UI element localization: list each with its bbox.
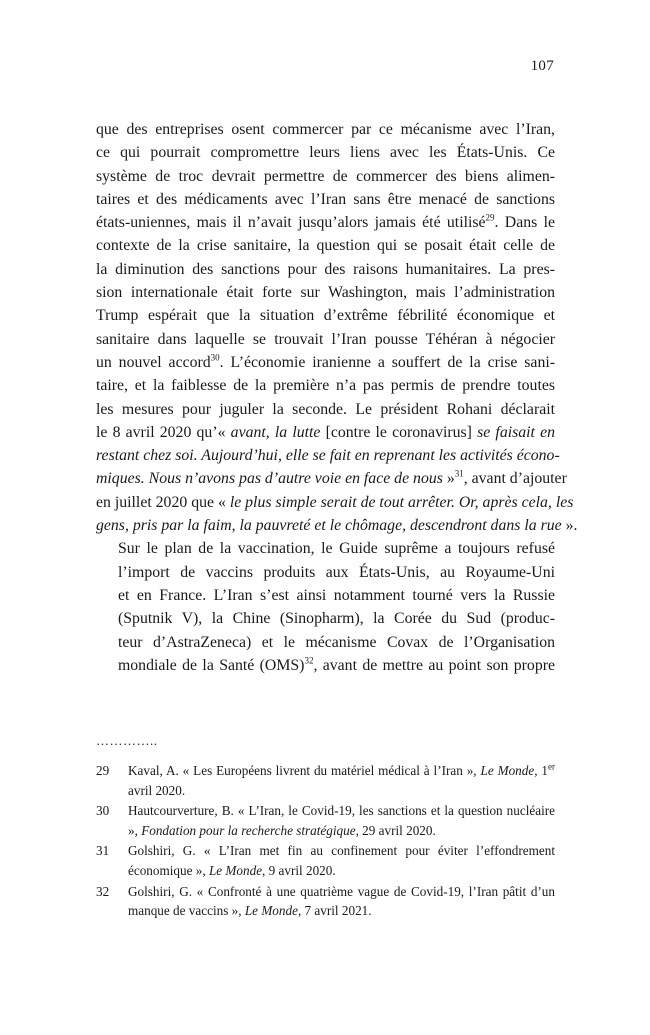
footnote-ref-31[interactable]: 31: [454, 469, 464, 480]
footnote-separator: …………..: [96, 733, 158, 748]
text-segment: Golshiri, G. « L’Iran met fin au confinement pour éviter l’effondrement économique »,: [128, 843, 555, 878]
text-segment: Golshiri, G. « Confronté à une quatrième vague de Covid-19, l’Iran pâtit d’un manque de vaccins »,: [128, 883, 555, 919]
text-segment: avril 2020.: [128, 782, 186, 798]
text-line: [96, 491, 574, 514]
text-line: [96, 211, 555, 234]
footnote-ref-32[interactable]: 32: [304, 655, 314, 666]
footnote-number: 29: [96, 763, 110, 778]
text-line: l’import de vaccins produits aux États-Unis, au Royaume-Uni: [118, 563, 555, 581]
quote-segment: se faisait en: [477, 423, 556, 441]
source-title: Fondation pour la recherche stratégique: [141, 822, 356, 838]
footnote-32: [96, 882, 555, 921]
text-segment: , 7 avril 2021.: [297, 903, 372, 919]
ordinal-suffix: er: [548, 761, 555, 772]
text-line: [96, 514, 578, 537]
footnote-number: 30: [96, 803, 110, 819]
text-line: Trump espérait que la situation d’extrême fébrilité économique et: [96, 307, 555, 325]
text-line: ce qui pourrait compromettre leurs liens avec les États-Unis. Ce: [96, 144, 555, 162]
text-segment: mondiale de la Santé (OMS): [118, 656, 305, 674]
text-line: [96, 444, 560, 467]
quote-segment: gens, pris par la faim, la pauvreté et le chômage, descendront dans la rue: [96, 517, 562, 535]
text-segment: , avant de mettre au point son propre: [313, 656, 555, 674]
page-number: 107: [530, 58, 554, 74]
body-text: [96, 118, 578, 677]
footnote-number: 31: [96, 843, 110, 859]
text-line: sanitaire dans laquelle se trouvait l’Iran pousse Téhéran à négocier: [96, 330, 555, 348]
source-title: Le Monde: [244, 903, 298, 919]
text-line: que des entreprises osent commercer par ce mécanisme avec l’Iran,: [96, 121, 555, 138]
footnote-number: 32: [96, 883, 110, 899]
text-segment: . L’économie iranienne a souffert de la crise sani-: [219, 353, 555, 371]
text-line: (Sputnik V), la Chine (Sinopharm), la Corée du Sud (produc-: [118, 610, 555, 628]
text-line: teur d’AstraZeneca) et le mécanisme Covax de l’Organisation: [118, 633, 555, 651]
quote-segment: miques. Nous n’avons pas d’autre voie en face de nous: [96, 470, 443, 488]
footnote-29: [96, 761, 555, 800]
text-line: contexte de la crise sanitaire, la question qui se posait était celle de: [96, 237, 555, 255]
text-segment: [contre le coronavirus]: [320, 423, 478, 441]
paragraph-1: [96, 118, 578, 537]
text-segment: états-uniennes, mais il n’avait jusqu’alors jamais été utilisé: [96, 214, 486, 232]
footnote-text: [128, 882, 555, 921]
footnote-31: [96, 841, 555, 880]
text-segment: le 8 avril 2020 qu’«: [96, 423, 231, 441]
text-line: sion internationale était forte sur Washington, mais l’administration: [96, 284, 555, 302]
footnote-30: [96, 801, 555, 840]
text-line: et en France. L’Iran s’est ainsi notamment tourné vers la Russie: [118, 586, 555, 604]
text-segment: , 9 avril 2020.: [262, 862, 336, 878]
footnote-ref-29[interactable]: 29: [485, 212, 495, 223]
text-line: Sur le plan de la vaccination, le Guide suprême a toujours refusé: [118, 540, 555, 558]
paragraph-2: [96, 537, 555, 677]
text-segment: Hautcourverture, B. « L’Iran, le Covid-19, les sanctions et la question nucléaire »,: [128, 803, 555, 838]
text-line: [96, 351, 555, 374]
text-segment: »: [442, 470, 455, 488]
text-line: système de troc devrait permettre de commercer des biens alimen-: [96, 167, 555, 185]
text-line: taire, et la faiblesse de la première n’a pas permis de prendre toutes: [96, 377, 555, 395]
quote-segment: restant chez soi. Aujourd’hui, elle se fait en reprenant les activités écono-: [96, 447, 560, 465]
text-line: les mesures pour juguler la seconde. Le président Rohani déclarait: [96, 400, 555, 418]
text-line: [96, 654, 555, 677]
text-segment: un nouvel accord: [96, 353, 211, 371]
text-segment: ».: [561, 517, 578, 535]
text-line: la diminution des sanctions pour des raisons humanitaires. La pres-: [96, 260, 555, 278]
text-segment: . Dans le: [494, 214, 555, 232]
quote-segment: avant, la lutte: [230, 423, 321, 441]
text-line: [96, 421, 555, 444]
quote-segment: le plus simple serait de tout arrêter. Or, après cela, les: [229, 493, 574, 511]
source-title: Le Monde: [480, 763, 535, 778]
text-line: [96, 467, 567, 490]
text-segment: Kaval, A. « Les Européens livrent du matériel médical à l’Iran »,: [128, 763, 481, 778]
text-segment: , 29 avril 2020.: [355, 822, 436, 838]
text-segment: en juillet 2020 que «: [96, 493, 230, 511]
footnotes: [96, 761, 555, 922]
text-segment: , avant d’ajouter: [463, 470, 567, 488]
footnote-ref-30[interactable]: 30: [210, 352, 220, 363]
text-line: taires et des médicaments avec l’Iran sans être menacé de sanctions: [96, 190, 555, 208]
text-segment: , 1: [534, 763, 548, 778]
footnote-text: [128, 761, 555, 800]
source-title: Le Monde: [208, 862, 263, 878]
footnote-text: [128, 801, 555, 840]
footnote-text: [128, 841, 555, 880]
